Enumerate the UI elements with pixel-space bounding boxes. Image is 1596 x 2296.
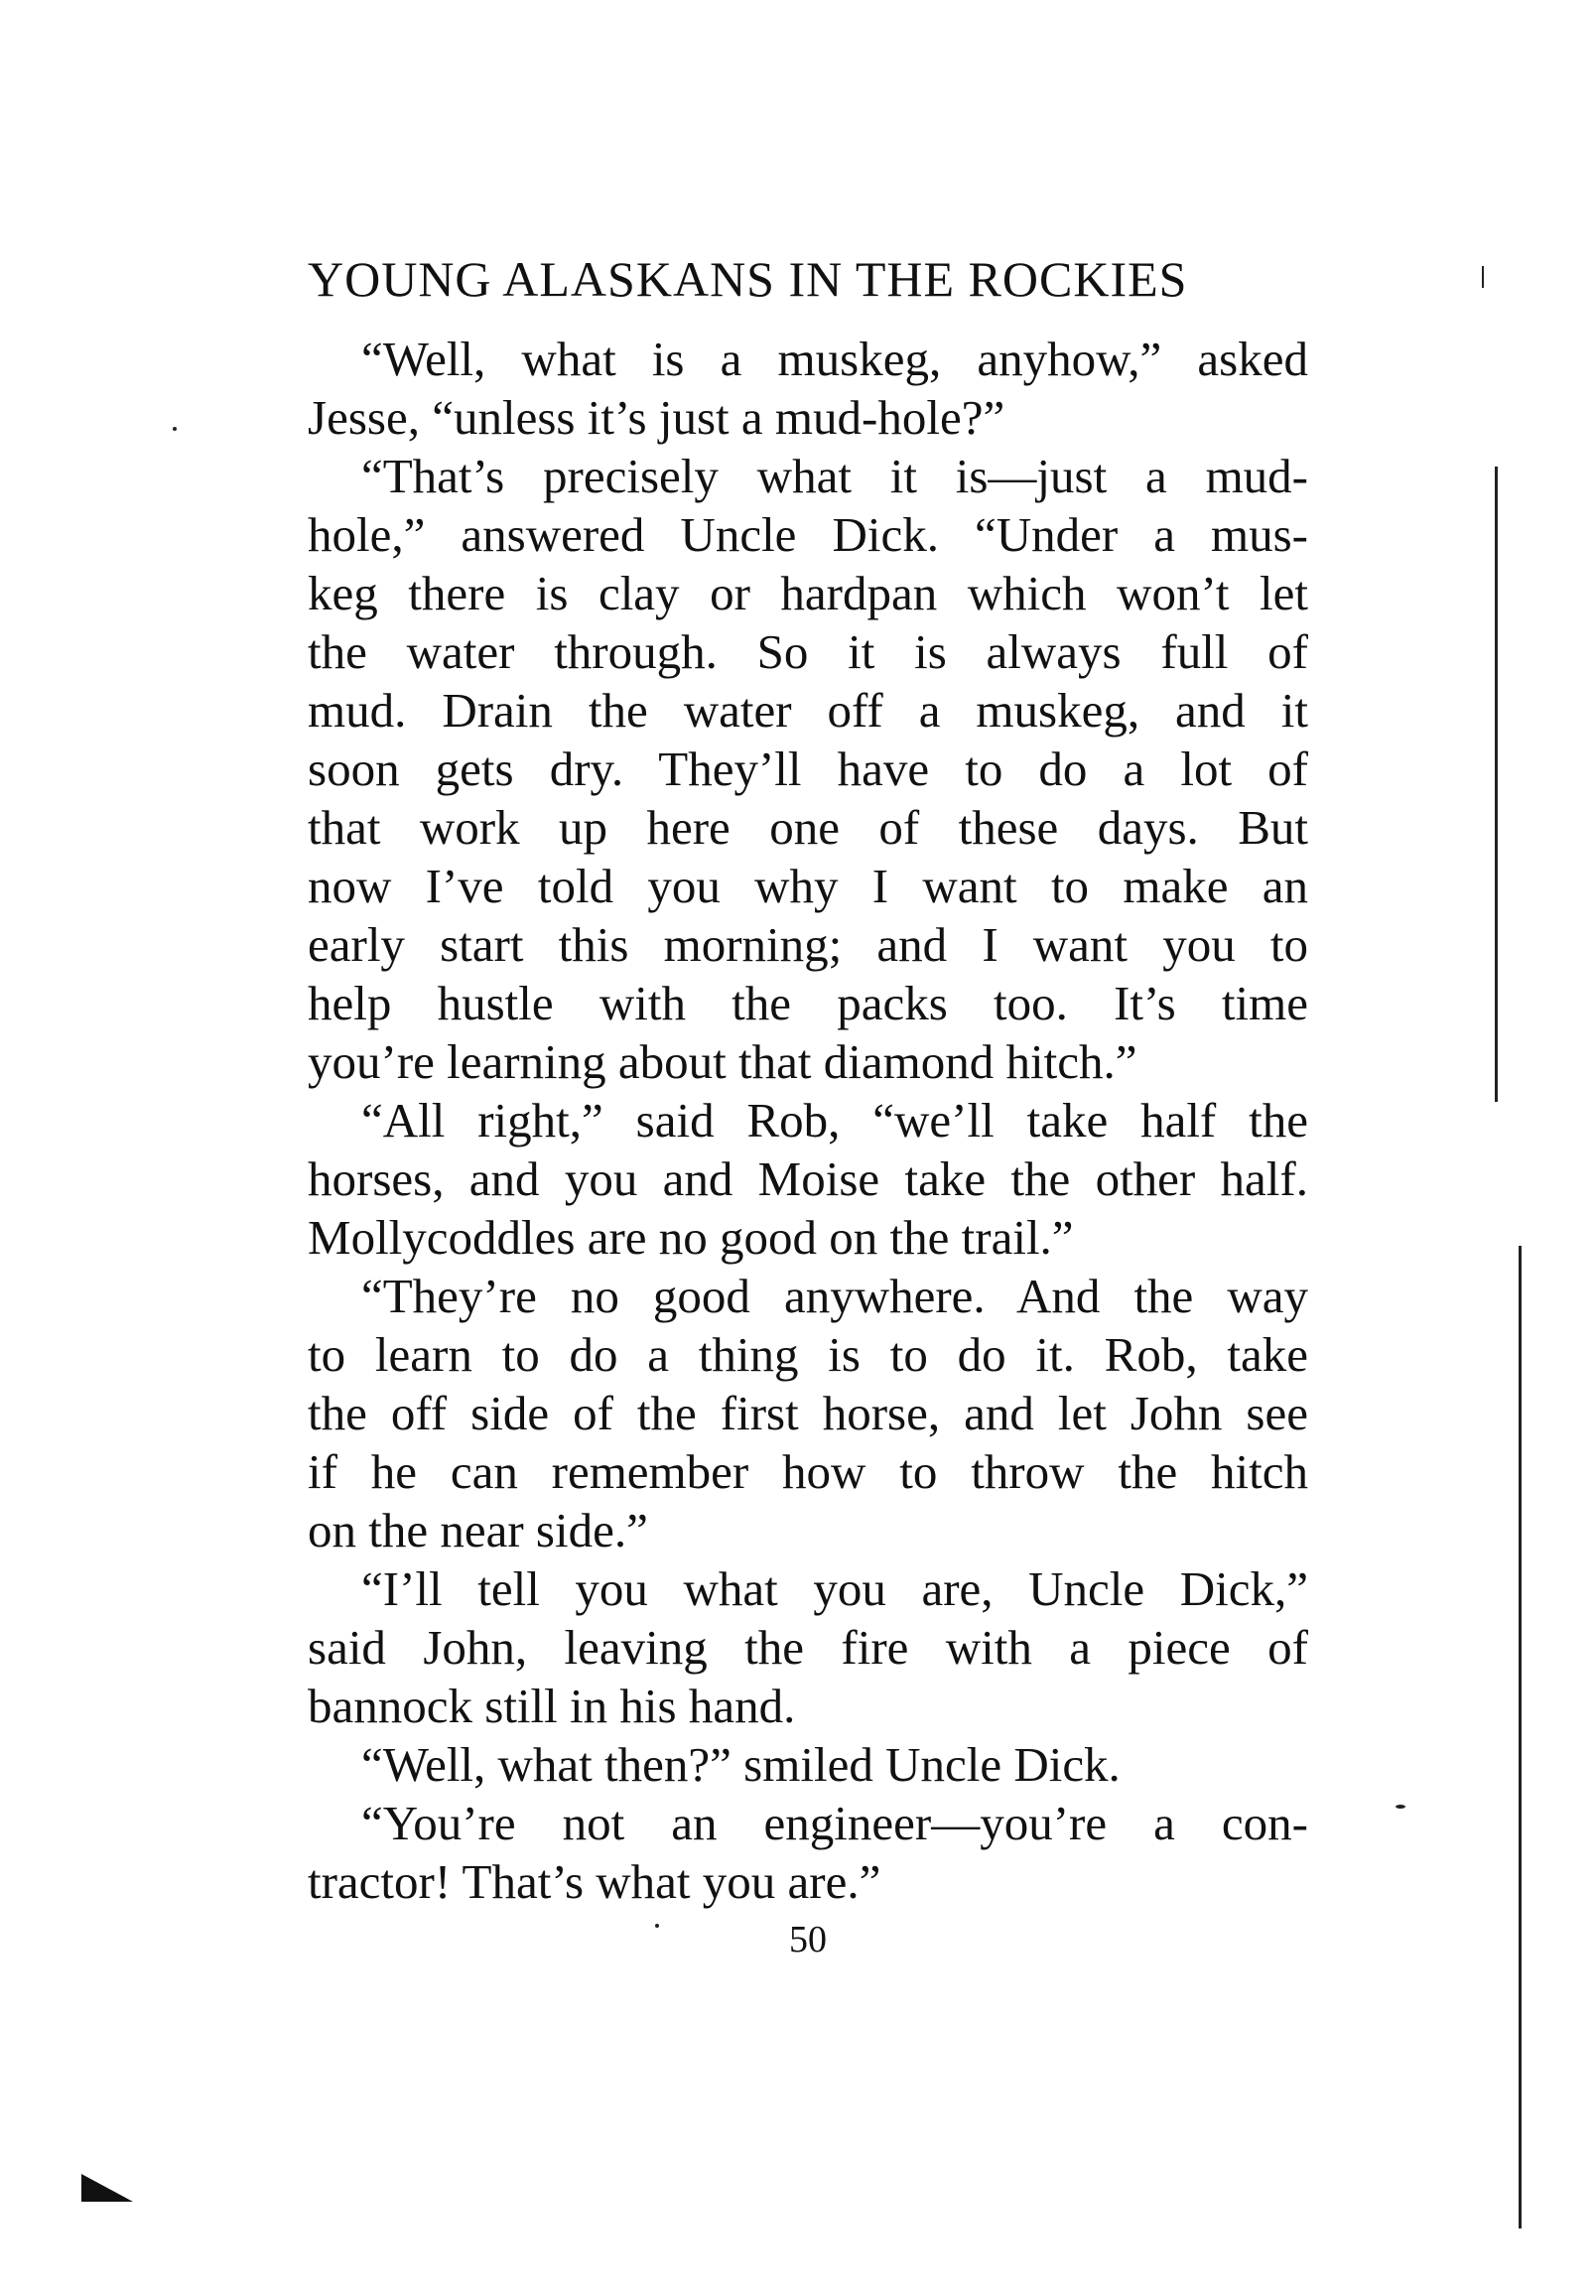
text-line: horses, and you and Moise take the other half. (308, 1151, 1308, 1206)
text-line: said John, leaving the fire with a piece of (308, 1620, 1308, 1675)
text-line: the water through. So it is always full of (308, 624, 1308, 679)
text-line: bannock still in his hand. (308, 1679, 796, 1733)
text-line: help hustle with the packs too. It’s time (308, 976, 1308, 1030)
scan-speck (655, 1924, 659, 1928)
page-corner-arrow-icon (81, 2174, 133, 2202)
running-head: YOUNG ALASKANS IN THE ROCKIES (308, 251, 1188, 307)
text-line: “That’s precisely what it is—just a mud- (361, 449, 1308, 503)
text-line: mud. Drain the water off a muskeg, and it (308, 683, 1308, 738)
text-line: “All right,” said Rob, “we’ll take half the (361, 1093, 1308, 1148)
text-line: now I’ve told you why I want to make an (308, 859, 1308, 913)
text-line: Jesse, “unless it’s just a mud-hole?” (308, 390, 1005, 445)
text-line: on the near side.” (308, 1503, 648, 1557)
scan-speck (173, 427, 177, 431)
scan-edge-line (1482, 266, 1484, 288)
text-line: you’re learning about that diamond hitch.” (308, 1034, 1137, 1089)
body-text (308, 330, 1308, 1911)
text-line: keg there is clay or hardpan which won’t let (308, 566, 1308, 620)
text-line: tractor! That’s what you are.” (308, 1854, 881, 1909)
text-line: “Well, what then?” smiled Uncle Dick. (361, 1737, 1121, 1792)
text-line: Mollycoddles are no good on the trail.” (308, 1210, 1074, 1265)
text-line: if he can remember how to throw the hitch (308, 1444, 1308, 1499)
text-line: soon gets dry. They’ll have to do a lot of (308, 742, 1308, 796)
scan-edge-line (1495, 467, 1498, 1102)
text-line: the off side of the first horse, and let John see (308, 1386, 1308, 1440)
scan-speck (1396, 1805, 1405, 1809)
text-line: “Well, what is a muskeg, anyhow,” asked (361, 332, 1308, 386)
text-line: early start this morning; and I want you to (308, 917, 1308, 972)
text-line: “They’re no good anywhere. And the way (361, 1269, 1308, 1323)
text-line: “I’ll tell you what you are, Uncle Dick,” (361, 1561, 1308, 1616)
text-line: “You’re not an engineer—you’re a con- (361, 1796, 1308, 1850)
text-line: hole,” answered Uncle Dick. “Under a mus- (308, 507, 1308, 562)
scan-edge-line (1519, 1246, 1522, 2228)
text-line: to learn to do a thing is to do it. Rob, take (308, 1327, 1308, 1382)
page-number: 50 (789, 1919, 827, 1960)
text-line: that work up here one of these days. But (308, 800, 1308, 855)
